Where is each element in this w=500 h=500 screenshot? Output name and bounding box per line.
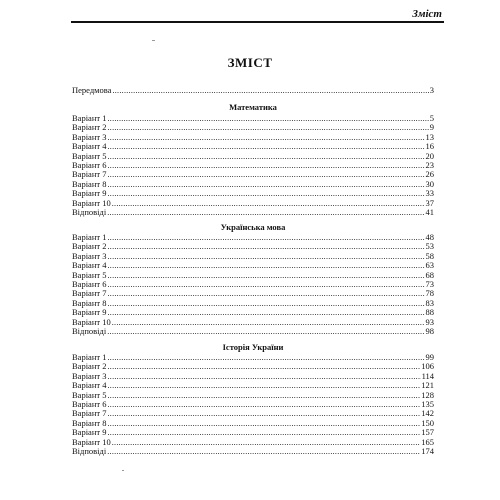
entry-page: 174	[421, 445, 434, 456]
entry-page: 58	[425, 250, 434, 261]
toc-entry[interactable]	[72, 409, 434, 418]
entry-label: Варіант 3	[72, 250, 107, 261]
dot-leader	[107, 308, 424, 317]
dot-leader	[107, 152, 424, 161]
toc-entry[interactable]	[72, 419, 434, 428]
entry-label: Варіант 1	[72, 352, 107, 362]
entry-page: 16	[425, 141, 434, 152]
entry-page: 9	[429, 122, 434, 133]
entry-label: Варіант 8	[72, 178, 107, 189]
toc-entry[interactable]	[72, 438, 434, 447]
entry-page: 13	[425, 131, 434, 142]
entry-page: 30	[425, 178, 434, 189]
toc-entry[interactable]	[72, 114, 434, 123]
entry-page: 20	[425, 150, 434, 161]
entry-label: Варіант 4	[72, 141, 107, 152]
entry-page: 99	[425, 352, 434, 362]
entry-page: 26	[425, 169, 434, 180]
entry-page: 48	[425, 232, 434, 242]
entry-page: 83	[425, 297, 434, 308]
dot-leader	[107, 161, 424, 170]
entry-page: 73	[425, 278, 434, 289]
entry-label: Варіант 2	[72, 361, 107, 372]
dot-leader	[107, 233, 424, 242]
dot-leader	[107, 242, 424, 251]
toc-entry[interactable]	[72, 180, 434, 189]
dot-leader	[107, 381, 420, 390]
toc-section-mathematics	[72, 114, 434, 217]
entry-label: Варіант 2	[72, 241, 107, 252]
toc-entry[interactable]	[72, 353, 434, 362]
entry-page: 157	[421, 427, 434, 438]
toc-entry[interactable]	[72, 123, 434, 132]
toc-entry[interactable]	[72, 428, 434, 437]
header-rule	[71, 21, 444, 23]
toc-entry[interactable]	[72, 208, 434, 217]
toc-entry[interactable]	[72, 362, 434, 371]
toc-preface	[72, 86, 434, 95]
entry-label: Варіант 9	[72, 188, 107, 199]
page-title: ЗМІСТ	[227, 55, 273, 70]
dot-leader	[107, 252, 424, 261]
dot-leader	[107, 428, 420, 437]
entry-label: Варіант 1	[72, 113, 107, 123]
dot-leader	[107, 289, 424, 298]
entry-page: 68	[425, 269, 434, 280]
dot-leader	[107, 133, 424, 142]
entry-page: 63	[425, 260, 434, 271]
toc-entry[interactable]	[72, 289, 434, 298]
toc-entry[interactable]	[72, 381, 434, 390]
entry-label: Передмова	[72, 85, 112, 95]
entry-page: 53	[425, 241, 434, 252]
toc-entry[interactable]	[72, 327, 434, 336]
entry-page: 23	[425, 159, 434, 170]
entry-label: Варіант 8	[72, 297, 107, 308]
running-header: Зміст	[412, 8, 442, 20]
entry-label: Варіант 10	[72, 436, 111, 447]
entry-label: Відповіді	[72, 445, 107, 456]
toc-entry[interactable]	[72, 189, 434, 198]
entry-page: 165	[421, 436, 434, 447]
dot-leader	[107, 391, 420, 400]
dot-leader	[112, 86, 428, 95]
dot-leader	[107, 114, 428, 123]
entry-label: Варіант 7	[72, 408, 107, 419]
entry-page: 150	[421, 417, 434, 428]
dot-leader	[107, 271, 424, 280]
entry-label: Варіант 10	[72, 197, 111, 208]
entry-label: Варіант 3	[72, 131, 107, 142]
toc-entry[interactable]	[72, 252, 434, 261]
dot-leader	[112, 318, 425, 327]
entry-page: 5	[429, 113, 434, 123]
dot-leader	[107, 180, 424, 189]
dot-leader	[107, 400, 420, 409]
toc-entry[interactable]	[72, 271, 434, 280]
dot-leader	[107, 409, 420, 418]
dot-leader	[107, 123, 428, 132]
dot-leader	[107, 327, 424, 336]
toc-entry[interactable]	[72, 447, 434, 456]
toc-entry[interactable]	[72, 372, 434, 381]
entry-page: 93	[425, 316, 434, 327]
toc-entry[interactable]	[72, 308, 434, 317]
toc-entry[interactable]	[72, 170, 434, 179]
toc-entry[interactable]	[72, 391, 434, 400]
toc-section-ukrainian-language	[72, 233, 434, 336]
entry-page: 41	[425, 206, 434, 217]
entry-label: Варіант 5	[72, 389, 107, 400]
toc-entry[interactable]	[72, 233, 434, 242]
dot-leader	[107, 362, 420, 371]
entry-label: Варіант 9	[72, 307, 107, 318]
dot-leader	[112, 438, 421, 447]
toc-section-history-of-ukraine	[72, 353, 434, 456]
toc-entry[interactable]	[72, 261, 434, 270]
entry-label: Варіант 1	[72, 232, 107, 242]
dot-leader	[107, 353, 424, 362]
entry-page: 78	[425, 288, 434, 299]
toc-entry[interactable]	[72, 86, 434, 95]
dot-leader	[107, 261, 424, 270]
entry-label: Варіант 7	[72, 169, 107, 180]
section-title-history-of-ukraine: Історія України	[222, 342, 284, 352]
entry-page: 142	[421, 408, 434, 419]
dot-leader	[107, 142, 424, 151]
entry-page: 114	[421, 370, 434, 381]
entry-label: Варіант 7	[72, 288, 107, 299]
entry-label: Варіант 4	[72, 260, 107, 271]
toc-entry[interactable]	[72, 199, 434, 208]
toc-entry[interactable]	[72, 280, 434, 289]
entry-page: 88	[425, 307, 434, 318]
dot-leader	[107, 189, 424, 198]
entry-page: 33	[425, 188, 434, 199]
entry-label: Варіант 5	[72, 269, 107, 280]
dot-leader	[107, 280, 424, 289]
entry-page: 128	[421, 389, 434, 400]
toc-entry[interactable]	[72, 133, 434, 142]
entry-label: Варіант 6	[72, 159, 107, 170]
entry-label: Варіант 8	[72, 417, 107, 428]
toc-entry[interactable]	[72, 242, 434, 251]
entry-page: 106	[421, 361, 434, 372]
entry-label: Варіант 5	[72, 150, 107, 161]
entry-page: 98	[425, 325, 434, 336]
entry-label: Варіант 3	[72, 370, 107, 381]
toc-entry[interactable]	[72, 161, 434, 170]
entry-label: Варіант 6	[72, 398, 107, 409]
entry-label: Варіант 4	[72, 380, 107, 391]
entry-label: Варіант 2	[72, 122, 107, 133]
dot-leader	[107, 419, 420, 428]
entry-label: Варіант 6	[72, 278, 107, 289]
dot-leader	[112, 199, 425, 208]
toc-entry[interactable]	[72, 152, 434, 161]
dot-leader	[107, 447, 420, 456]
entry-label: Варіант 9	[72, 427, 107, 438]
entry-page: 121	[421, 380, 434, 391]
entry-page: 3	[429, 85, 434, 95]
entry-label: Відповіді	[72, 325, 107, 336]
entry-page: 135	[421, 398, 434, 409]
toc-entry[interactable]	[72, 400, 434, 409]
scan-speck	[152, 40, 155, 41]
dot-leader	[107, 372, 420, 381]
entry-page: 37	[425, 197, 434, 208]
section-title-ukrainian-language: Українська мова	[220, 222, 286, 232]
section-title-mathematics: Математика	[229, 102, 277, 112]
dot-leader	[107, 299, 424, 308]
toc-entry[interactable]	[72, 299, 434, 308]
entry-label: Відповіді	[72, 206, 107, 217]
entry-label: Варіант 10	[72, 316, 111, 327]
scan-speck	[122, 470, 124, 471]
dot-leader	[107, 170, 424, 179]
dot-leader	[107, 208, 424, 217]
toc-entry[interactable]	[72, 142, 434, 151]
toc-entry[interactable]	[72, 318, 434, 327]
